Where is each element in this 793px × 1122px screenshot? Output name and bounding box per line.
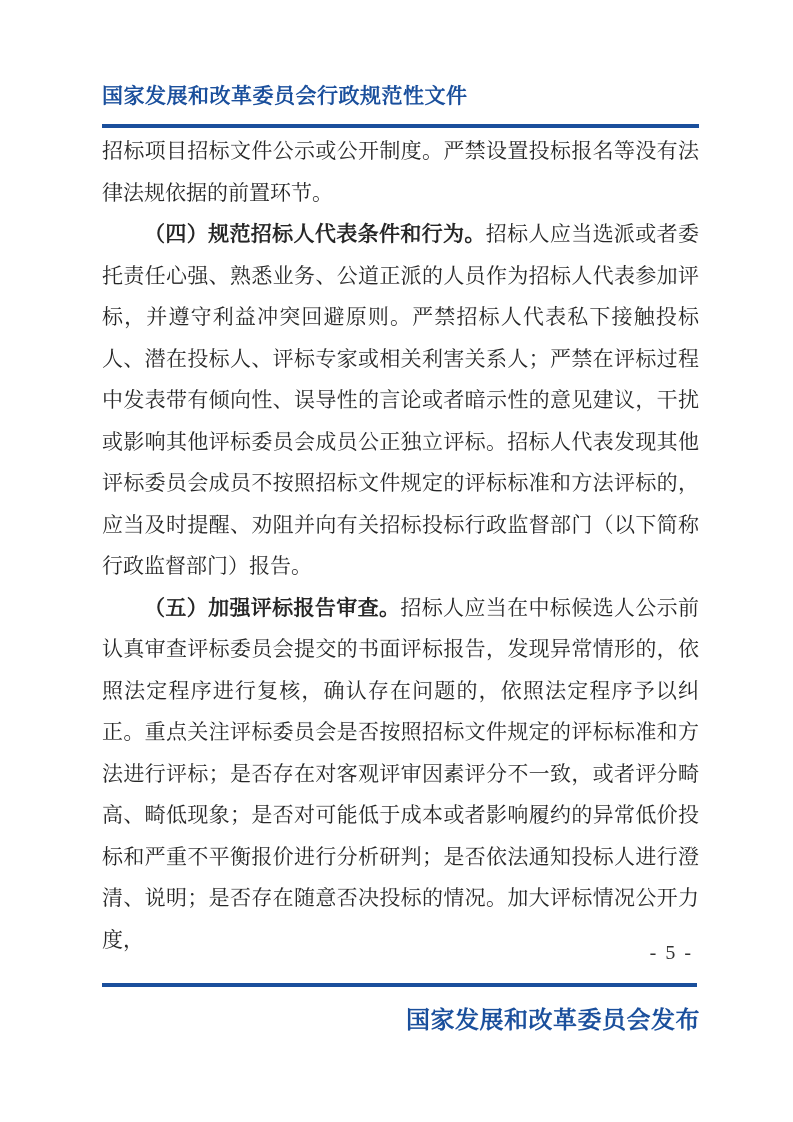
paragraph — [102, 214, 699, 588]
paragraph-text: 招标人应当在中标候选人公示前认真审查评标委员会提交的书面评标报告，发现异常情形的，依照法定程序进行复核，确认存在问题的，依照法定程序予以纠正。重点关注评标委员会是否按照招标文件规定的评标标准和方法进行评标；是否存在对客观评审因素评分不一致，或者评分畸高、畸低现象；是否对可能低于成本或者影响履约的异常低价投标和严重不平衡报价进行分析研判；是否依法通知投标人进行澄清、说明；是否存在随意否决投标的情况。加大评标情况公开力度， — [102, 595, 700, 952]
header-title: 国家发展和改革委员会行政规范性文件 — [102, 85, 468, 108]
paragraph — [102, 131, 699, 214]
document-header — [102, 84, 699, 128]
paragraph-text: 招标人应当选派或者委托责任心强、熟悉业务、公道正派的人员作为招标人代表参加评标，并遵守利益冲突回避原则。严禁招标人代表私下接触投标人、潜在投标人、评标专家或相关利害关系人；严禁在评标过程中发表带有倾向性、误导性的言论或者暗示性的意见建议，干扰或影响其他评标委员会成员公正独立评标。招标人代表发现其他评标委员会成员不按照招标文件规定的评标标准和方法评标的，应当及时提醒、劝阻并向有关招标投标行政监督部门（以下简称行政监督部门）报告。 — [102, 222, 700, 578]
paragraph-text: 招标项目招标文件公示或公开制度。严禁设置投标报名等没有法律法规依据的前置环节。 — [102, 139, 699, 205]
paragraph-lead: （四）规范招标人代表条件和行为。 — [144, 222, 486, 246]
footer-rule — [102, 983, 697, 987]
paragraph — [102, 588, 699, 962]
document-body — [102, 131, 699, 961]
paragraph-lead: （五）加强评标报告审查。 — [144, 595, 401, 620]
page-number: - 5 - — [649, 942, 693, 964]
publisher: 国家发展和改革委员会发布 — [406, 1007, 700, 1034]
header-rule — [102, 124, 699, 128]
